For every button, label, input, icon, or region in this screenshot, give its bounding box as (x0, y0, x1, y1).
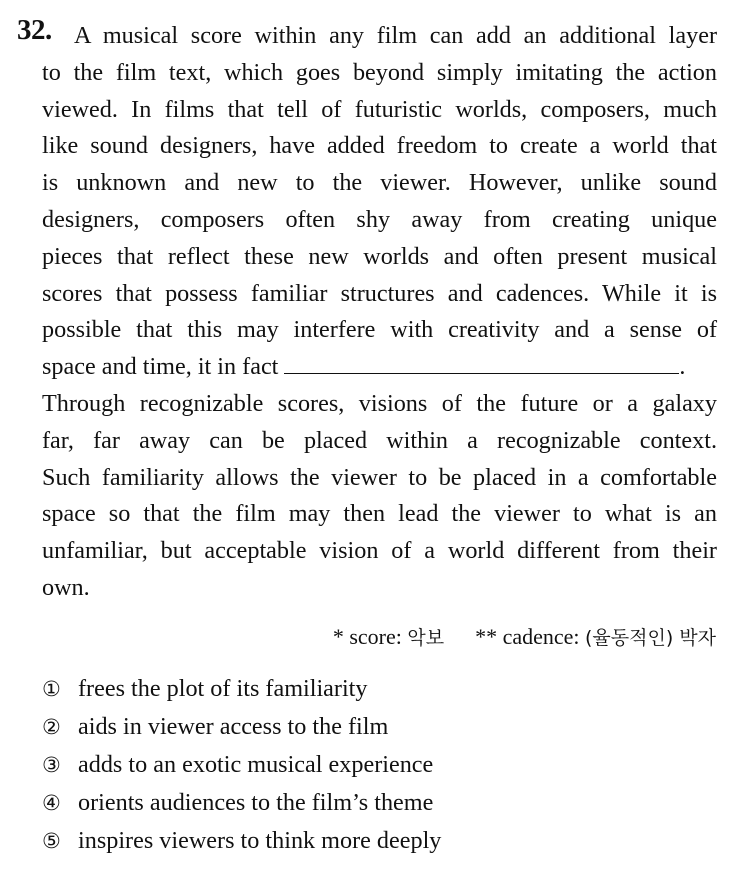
option-number-icon: ④ (42, 791, 61, 815)
passage-line: pieces that reflect these new worlds and often present musical (42, 242, 717, 270)
option-5[interactable] (42, 822, 441, 860)
passage-line: Through recognizable scores, visions of the future or a galaxy (42, 389, 717, 417)
option-text: adds to an exotic musical experience (78, 751, 434, 778)
option-3[interactable] (42, 746, 441, 784)
footnote-gloss-cadence: (율동적인) 박자 (585, 627, 716, 649)
passage-line: designers, composers often shy away from creating unique (42, 205, 717, 233)
option-number-icon: ① (42, 677, 61, 701)
passage-line: Such familiarity allows the viewer to be placed in a comfortable (42, 463, 717, 491)
option-4[interactable] (42, 784, 441, 822)
footnote-term-score: score: (349, 624, 402, 649)
footnote-marker-2: ** (475, 624, 498, 649)
passage-line: A musical score within any film can add an additional layer (74, 22, 717, 49)
option-text: inspires viewers to think more deeply (78, 827, 442, 854)
passage (42, 18, 717, 607)
option-2[interactable] (42, 708, 441, 746)
passage-line: space so that the film may then lead the viewer to what is an (42, 500, 717, 528)
footnote-term-cadence: cadence: (502, 624, 580, 649)
option-number-icon: ② (42, 715, 61, 739)
passage-line: is unknown and new to the viewer. However, unlike sound (42, 169, 717, 197)
passage-line: scores that possess familiar structures and cadences. While it is (42, 279, 717, 307)
option-number-icon: ⑤ (42, 829, 61, 853)
passage-line: own. (42, 573, 90, 601)
question-number: 32. (17, 14, 52, 46)
footnote-gloss-score: 악보 (407, 627, 445, 649)
passage-line: viewed. In films that tell of futuristic worlds, composers, much (42, 95, 717, 123)
answer-blank (284, 353, 679, 374)
option-text: frees the plot of its familiarity (78, 675, 368, 702)
footnote (333, 622, 716, 653)
footnote-marker-1: * (332, 624, 344, 649)
option-text: aids in viewer access to the film (78, 713, 389, 740)
passage-line: to the film text, which goes beyond simply imitating the action (42, 58, 717, 86)
passage-line: like sound designers, have added freedom to create a world that (42, 132, 717, 160)
option-1[interactable] (42, 670, 441, 708)
blank-line-row (42, 349, 717, 386)
blank-prefix: space and time, it in fact (42, 353, 279, 381)
passage-line: unfamiliar, but acceptable vision of a world different from their (42, 537, 717, 565)
option-text: orients audiences to the film’s theme (78, 789, 434, 816)
passage-line: possible that this may interfere with creativity and a sense of (42, 316, 717, 344)
passage-line: far, far away can be placed within a recognizable context. (42, 426, 717, 454)
answer-options (42, 670, 441, 860)
option-number-icon: ③ (42, 753, 61, 777)
blank-suffix: . (679, 353, 686, 381)
